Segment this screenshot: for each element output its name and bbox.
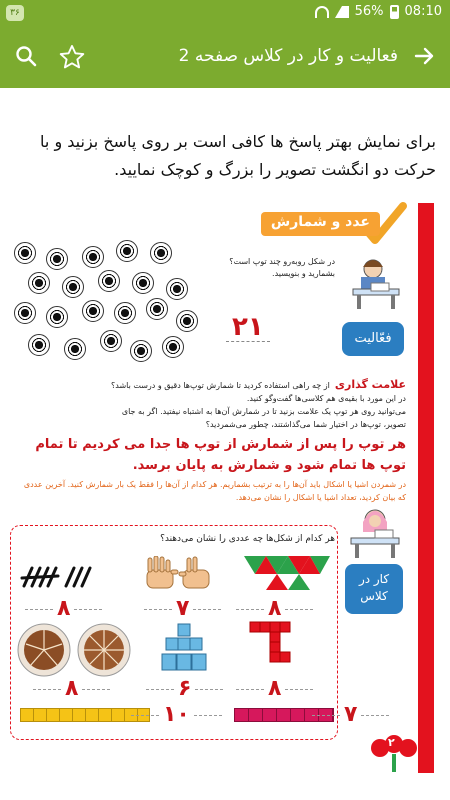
marking-heading: علامت گذاری (334, 378, 406, 391)
wifi-icon (315, 6, 329, 18)
clock: 08:10 (404, 4, 442, 19)
student-at-desk-illustration (345, 253, 405, 313)
page-side-bar (418, 203, 434, 773)
classwork-question: هر کدام از شکل‌ها چه عددی را نشان می‌دهند؟ (160, 534, 335, 544)
triangles-image (240, 554, 332, 592)
classwork-badge-line-1: کار در (358, 572, 390, 586)
activity-badge: فعّالیت (342, 322, 404, 356)
page-title: فعالیت و کار در کلاس صفحه 2 (178, 46, 398, 66)
search-icon[interactable] (14, 44, 38, 68)
section-title: عدد و شمارش (261, 212, 380, 236)
notification-badge: ۳۶ (6, 5, 24, 21)
answer-fingers[interactable]: ۷ (176, 596, 190, 621)
answer-squares[interactable]: ۸ (268, 676, 282, 701)
girl-at-desk-illustration (345, 502, 405, 562)
cubes-image (160, 622, 208, 674)
marking-line-3: می‌توانید روی هر توپ یک علامت بزنید تا در شمارش آن‌ها به اشتباه نیفتید. اگر به جای (121, 407, 406, 416)
marking-line-2: در این مورد با بقیه‌ی هم کلاسی‌ها گفت‌وگو کنید. (246, 394, 406, 403)
squares-shape-image (248, 620, 300, 674)
cakes-image (14, 622, 134, 678)
hands-counting-image (145, 556, 215, 590)
status-bar (0, 0, 450, 26)
activity-question: در شکل روبه‌رو چند توپ است؟ بشمارید و بنویسید. (229, 257, 335, 278)
battery-icon (390, 5, 399, 19)
marking-line-1: از چه راهی استفاده کردید تا شمارش توپ‌ها دقیق و درست باشد؟ (111, 381, 330, 390)
answer-yellow-blocks[interactable]: ۱۰ (163, 702, 190, 727)
answer-cubes[interactable]: ۶ (178, 676, 192, 701)
answer-explanation[interactable]: هر توپ را پس از شمارش از توپ ها جدا می کردیم تا تمام توپ ها تمام شود و شمارش به پایان برسد. (35, 437, 406, 473)
answer-cakes[interactable]: ۸ (65, 676, 79, 701)
soccer-balls-image (10, 236, 195, 376)
intro-text: برای نمایش بهتر پاسخ ها کافی است بر روی پاسخ بزنید و با حرکت دو انگشت تصویر را بزرگ و کوچک نمایید. (40, 132, 436, 179)
tally-marks-image (20, 566, 100, 588)
favorite-star-icon[interactable] (58, 43, 86, 71)
classwork-badge-line-2: کلاس (360, 589, 388, 603)
page-number: ۲ (388, 736, 395, 749)
battery-percent: 56% (354, 4, 384, 19)
marking-line-4: تصویر، توپ‌ها در اختیار شما می‌گذاشتند، چطور می‌شمردید؟ (205, 420, 406, 429)
app-bar (0, 26, 450, 88)
back-arrow-icon[interactable] (412, 44, 436, 68)
marking-explanation (16, 378, 406, 431)
signal-icon (335, 6, 349, 18)
counting-note: در شمردن اشیا یا اشکال باید آن‌ها را به ترتیب بشماریم. هر کدام از آن‌ها را فقط یک بار شمارش کنید. آخرین عددی که بیان کردید، تعداد اشیا یا اشکال را نشان می‌دهد. (23, 480, 406, 502)
classwork-badge (345, 564, 403, 614)
answer-pink-blocks[interactable]: ۷ (344, 702, 358, 727)
answer-ball-count[interactable]: ۲۱ (232, 312, 264, 342)
answer-triangles[interactable]: ۸ (268, 596, 282, 621)
answer-tally[interactable]: ۸ (57, 596, 71, 621)
